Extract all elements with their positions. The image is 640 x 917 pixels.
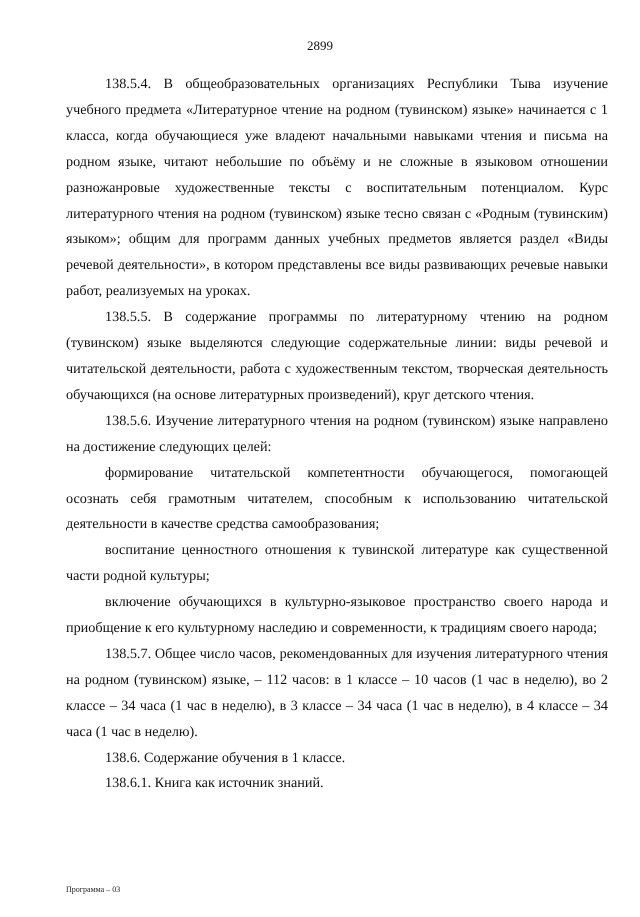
page-number: 2899 <box>307 38 333 53</box>
paragraph-138-5-7: 138.5.7. Общее число часов, рекомендованных для изучения литературного чтения на родном (тувинском) языке, – 112 часов: в 1 классе – 10 часов (1 час в неделю), во 2 классе – 34 часа (1 час в неделю), в 3 классе – 34 часа (1 час в неделю), в 4 классе – 34 часа (1 час в неделю). <box>66 645 608 740</box>
document-body <box>66 72 608 797</box>
section-heading-138-6: 138.6. Содержание обучения в 1 классе. <box>105 749 346 766</box>
goal-item-reading-competence: формирование читательской компетентности обучающегося, помогающей осознать себя грамотным читателем, способным к использованию читательской деятельности в качестве средства самообразования; <box>66 464 608 533</box>
page-footer: Программа – 03 <box>66 885 121 894</box>
paragraph-138-5-4: 138.5.4. В общеобразовательных организациях Республики Тыва изучение учебного предмета «Литературное чтение на родном (тувинском) языке» начинается с 1 класса, когда обучающиеся уже владеют начальными навыками чтения и письма на родном языке, читают небольшие по объёму и не сложные в языковом отношении разножанровые художественные тексты с воспитательным потенциалом. Курс литературного чтения на родном (тувинском) языке тесно связан с «Родным (тувинским) языком»; общим для программ данных учебных предметов является раздел «Виды речевой деятельности», в котором представлены все виды развивающих речевые навыки работ, реализуемых на уроках. <box>66 76 608 300</box>
paragraph-138-5-6: 138.5.6. Изучение литературного чтения на родном (тувинском) языке направлено на достижение следующих целей: <box>66 412 608 455</box>
paragraph-138-5-5: 138.5.5. В содержание программы по литературному чтению на родном (тувинском) языке выделяются следующие содержательные линии: виды речевой и читательской деятельности, работа с художественным текстом, творческая деятельность обучающихся (на основе литературных произведений), круг детского чтения. <box>66 309 608 403</box>
goal-item-value-education: воспитание ценностного отношения к тувинской литературе как существенной части родной культуры; <box>66 542 608 585</box>
goal-item-cultural-inclusion: включение обучающихся в культурно-языковое пространство своего народа и приобщение к его культурному наследию и современности, к традициям своего народа; <box>66 594 608 637</box>
subsection-heading-138-6-1: 138.6.1. Книга как источник знаний. <box>105 775 324 792</box>
